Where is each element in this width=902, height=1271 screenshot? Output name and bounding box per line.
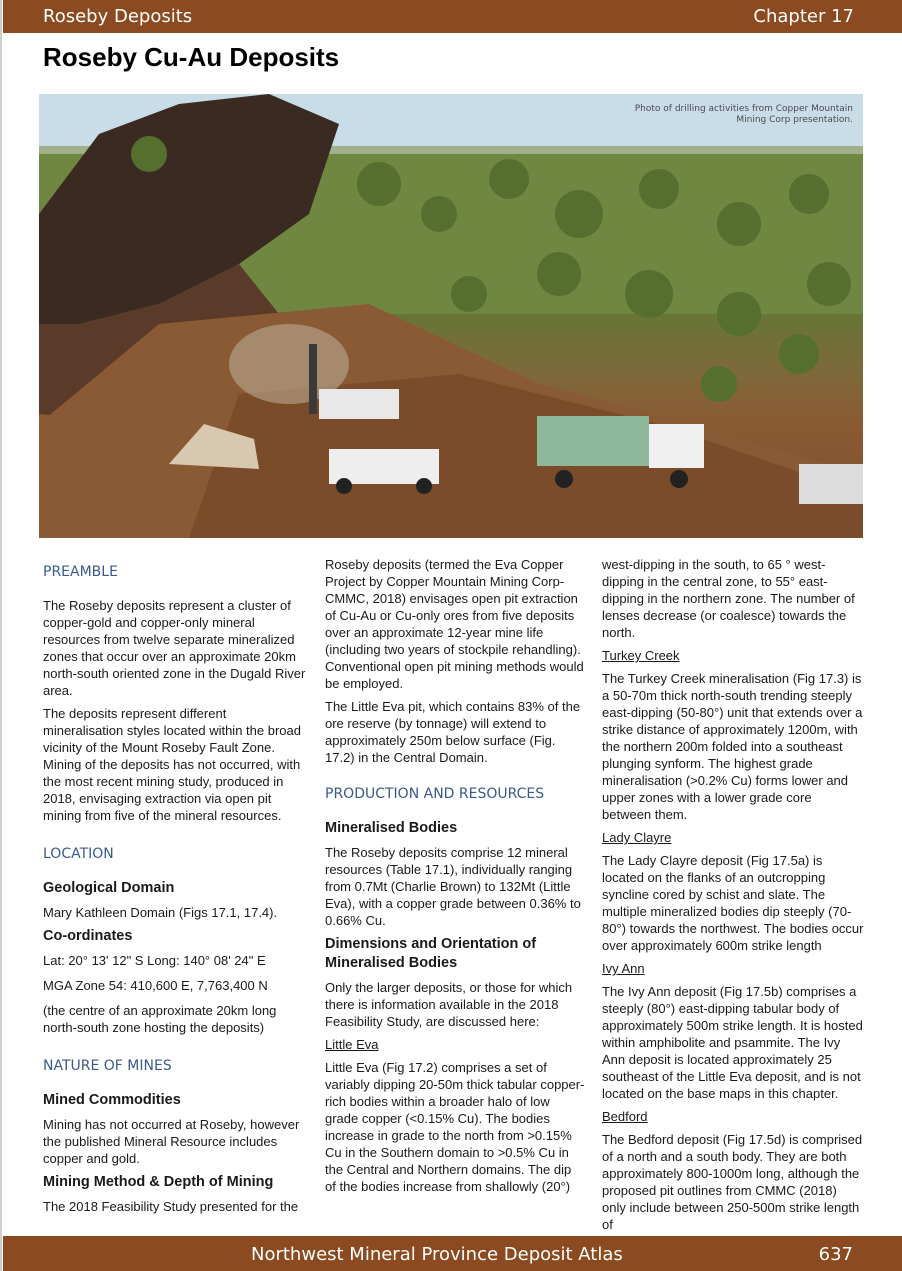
footer-atlas-title: Northwest Mineral Province Deposit Atlas (251, 1244, 623, 1265)
mining-method-continued: Roseby deposits (termed the Eva Copper Project by Copper Mountain Mining Corp-CMMC, 2018) envisages open pit extraction of Cu-Au or Cu-only ores from five deposits over an approximate 12-year mine life (including two years of stockpile rehandling). Conventional open pit mining methods would be employed. (325, 557, 584, 691)
page-number: 637 (818, 1244, 853, 1265)
turkey-creek-heading: Turkey Creek (602, 648, 680, 663)
column-1 (43, 560, 308, 1221)
photo-illustration (39, 94, 863, 538)
mined-commodities-text: Mining has not occurred at Roseby, however the published Mineral Resource includes copper and gold. (43, 1117, 300, 1166)
preamble-heading: PREAMBLE (43, 564, 118, 580)
page-header (3, 0, 902, 33)
turkey-creek-text: The Turkey Creek mineralisation (Fig 17.3) is a 50-70m thick north-south trending steeply east-dipping (50-80°) unit that extends over a strike distance of approximately 1200m, with the northern 200m folded into a southeast plunging synform. The highest grade mineralisation (>0.2% Cu) forms lower and upper zones with a lower grade core between them. (602, 671, 863, 822)
mining-method-text: The 2018 Feasibility Study presented for the (43, 1199, 299, 1214)
header-chapter: Chapter 17 (753, 6, 854, 27)
mineralised-bodies-text: The Roseby deposits comprise 12 mineral resources (Table 17.1), individually ranging from 0.7Mt (Charlie Brown) to 132Mt (Little Eva), with a copper grade between 0.36% to 0.66% Cu. (325, 845, 581, 928)
mined-commodities-heading: Mined Commodities (43, 1092, 181, 1108)
geological-domain-text: Mary Kathleen Domain (Figs 17.1, 17.4). (43, 905, 278, 920)
little-eva-continued: west-dipping in the south, to 65 ° west-dipping in the central zone, to 55° east-dipping in the northern zone. The number of lenses decrease (or coalesce) towards the north. (602, 557, 855, 640)
preamble-paragraph-2: The deposits represent different mineralisation styles located within the broad vicinity of the Mount Roseby Fault Zone. Mining of the deposits has not occurred, with the most recent mining study, produced in 2018, envisaging extraction via open pit mining from five of the mineral resources. (43, 706, 301, 823)
lady-clayre-heading: Lady Clayre (602, 830, 672, 845)
production-resources-heading: PRODUCTION AND RESOURCES (325, 786, 545, 802)
coordinates-note: (the centre of an approximate 20km long north-south zone hosting the deposits) (43, 1003, 277, 1035)
geological-domain-heading: Geological Domain (43, 880, 175, 896)
header-section-title: Roseby Deposits (43, 6, 193, 27)
dimensions-orientation-heading: Dimensions and Orientation of Mineralised Bodies (325, 936, 537, 971)
drilling-photo (39, 94, 863, 538)
bedford-heading: Bedford (602, 1109, 648, 1124)
photo-credit: Photo of drilling activities from Copper Mountain Mining Corp presentation. (634, 104, 853, 125)
mining-method-heading: Mining Method & Depth of Mining (43, 1174, 274, 1190)
ivy-ann-text: The Ivy Ann deposit (Fig 17.5b) comprises a steeply (80°) east-dipping tabular body of approximately 500m strike length. It is hosted within amphibolite and psammite. The Ivy Ann deposit is located approximately 25 southeast of the Little Eva deposit, and is not located on the base maps in this chapter. (602, 984, 863, 1101)
page-footer (3, 1236, 902, 1271)
column-3 (602, 556, 864, 1239)
little-eva-pit-paragraph: The Little Eva pit, which contains 83% of the ore reserve (by tonnage) will extend to approximately 250m below surface (Fig. 17.2) in the Central Domain. (325, 699, 581, 765)
little-eva-heading: Little Eva (325, 1037, 379, 1052)
bedford-text: The Bedford deposit (Fig 17.5d) is comprised of a north and a south body. They are both approximately 800-1000m long, although the proposed pit outlines from CMMC (2018) only include between 250-500m strike length of (602, 1132, 863, 1232)
little-eva-text: Little Eva (Fig 17.2) comprises a set of variably dipping 20-50m thick tabular copper-rich bodies within a broader halo of low grade copper (<0.15% Cu). The bodies increase in grade to the north from >0.15% Cu in the Southern domain to >0.5% Cu in the Central and Northern domains. The dip of the bodies increase from shallowly (20°) (325, 1060, 585, 1194)
page-title: Roseby Cu-Au Deposits (43, 42, 340, 72)
lady-clayre-text: The Lady Clayre deposit (Fig 17.5a) is located on the flanks of an outcropping syncline cored by schist and slate. The multiple mineralized bodies dip steeply (70-80°) towards the northwest. The bodies occur over approximately 600m strike length (602, 853, 864, 953)
dimensions-orientation-text: Only the larger deposits, or those for which there is information available in the 2018 Feasibility Study, are discussed here: (325, 980, 573, 1029)
coordinates-mga: MGA Zone 54: 410,600 E, 7,763,400 N (43, 978, 268, 993)
ivy-ann-heading: Ivy Ann (602, 961, 645, 976)
coordinates-latlong: Lat: 20° 13' 12" S Long: 140° 08' 24" E (43, 953, 266, 968)
location-heading: LOCATION (43, 846, 114, 862)
page-left-rule (0, 0, 2, 1271)
coordinates-heading: Co-ordinates (43, 928, 133, 944)
nature-of-mines-heading: NATURE OF MINES (43, 1058, 172, 1074)
column-2 (325, 556, 585, 1201)
mineralised-bodies-heading: Mineralised Bodies (325, 820, 458, 836)
preamble-paragraph-1: The Roseby deposits represent a cluster of copper-gold and copper-only mineral resources from twelve separate mineralized zones that occur over an approximate 20km north-south oriented zone in the Dugald River area. (43, 598, 306, 698)
